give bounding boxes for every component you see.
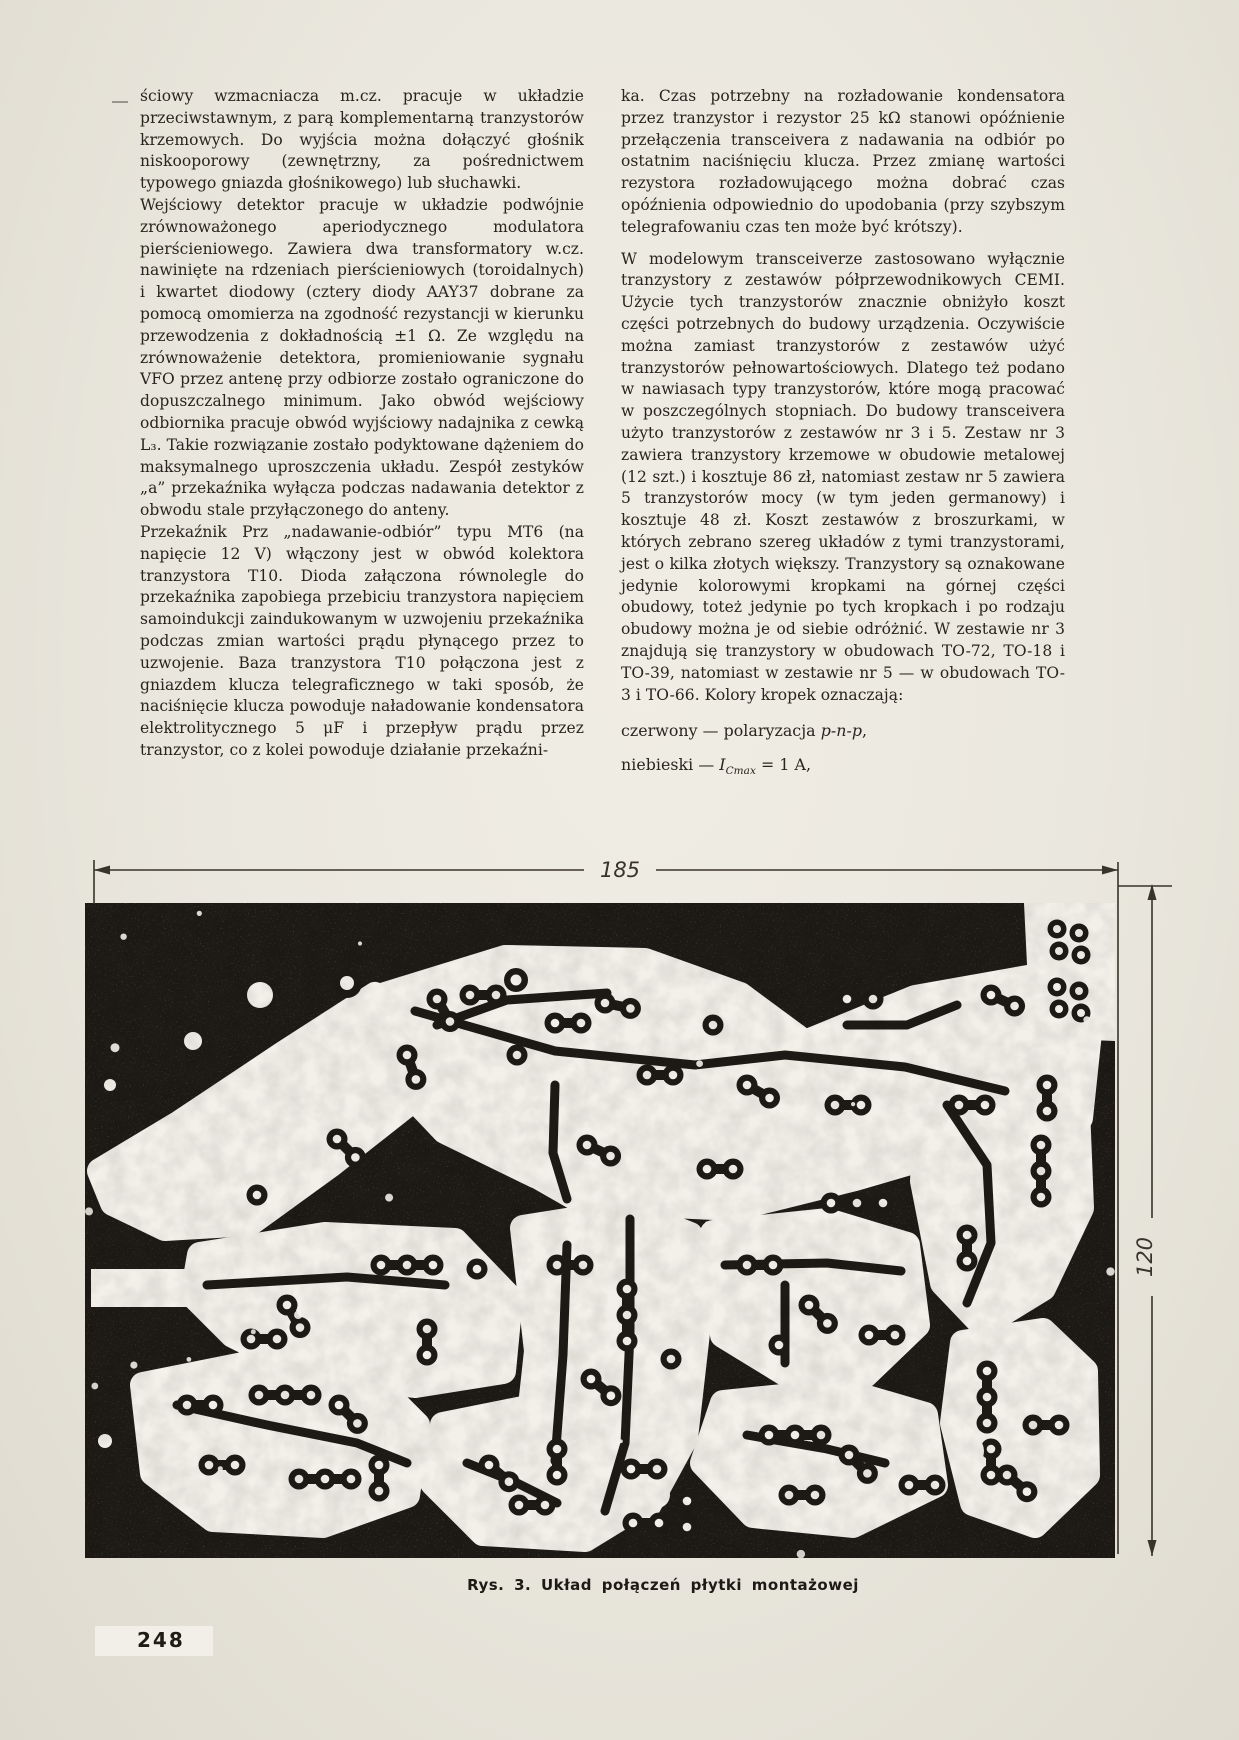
paragraph: Przekaźnik Prz „nadawanie-odbiór” typu MT6 (na napięcie 12 V) włączony jest w obwód kolektora tranzystora T10. Dioda załączona równolegle do przekaźnika zapobiega przebiciu tranzystora napięciem samoindukcji zaindukowanym w uzwojeniu przekaźnika podczas zmian wartości prądu płynącego przez to uzwojenie. Baza tranzystora T10 połączona jest z gniazdem klucza telegraficznego w taki sposób, że naciśnięcie klucza powoduje naładowanie kondensatora elektrolitycznego 5 μF i przepływ prądu przez tranzystor, co z kolei powoduje działanie przekaźni- xyxy=(140,522,584,759)
paragraph: ściowy wzmacniacza m.cz. pracuje w układzie przeciwstawnym, z parą komplementarną tranzystorów krzemowych. Do wyjścia można dołączyć głośnik niskooporowy (zewnętrzny, za pośrednictwem typowego gniazda głośnikowego) lub słuchawki. xyxy=(140,87,584,193)
article-column-left xyxy=(140,86,584,762)
dim-arrow-down xyxy=(1148,1540,1157,1556)
color-key-red: czerwony — polaryzacja p-n-p, xyxy=(621,721,868,741)
dim-arrow-right xyxy=(1102,866,1118,875)
dimension-lines xyxy=(78,856,1178,1568)
paragraph: W modelowym transceiverze zastosowano wyłącznie tranzystory z zestawów półprzewodnikowych CEMI. Użycie tych tranzystorów znacznie obniżyło koszt części potrzebnych do budowy urządzenia. Oczywiście można zamiast tranzystorów z zestawów użyć tranzystorów pełnowartościowych. Dlatego też podano w nawiasach typy tranzystorów, które mogą pracować w poszczególnych stopniach. Do budowy transceivera użyto tranzystorów z zestawów nr 3 i 5. Zestaw nr 3 zawiera tranzystory krzemowe w obudowie metalowej (12 szt.) i kosztuje 86 zł, natomiast zestaw nr 5 zawiera 5 tranzystorów mocy (w tym jeden germanowy) i kosztuje 48 zł. Koszt zestawów z broszurkami, w których zebrano szereg układów z tymi tranzystorami, jest o kilka złotych większy. Tranzystory są oznakowane jedynie kolorowymi kropkami na górnej części obudowy, toteż jedynie po tych kropkach i po rodzaju obudowy można je od siebie odróżnić. W zestawie nr 3 znajdują się tranzystory w obudowach TO-72, TO-18 i TO-39, natomiast w zestawie nr 5 — w obudowach TO-3 i TO-66. Kolory kropek oznaczają: xyxy=(621,249,1065,704)
figure-pcb-layout xyxy=(78,856,1178,1568)
color-key-blue: niebieski — $I_{Cmax} = 1$ A, xyxy=(621,755,812,778)
paragraph: ka. Czas potrzebny na rozładowanie kondensatora przez tranzystor i rezystor 25 kΩ stanowi opóźnienie przełączenia transceivera z nadawania na odbiór po ostatnim naciśnięciu klucza. Przez zmianę wartości rezystora rozładowującego można dobrać czas opóźnienia odpowiednio do upodobania (przy szybszym telegrafowaniu czas ten może być krótszy). xyxy=(621,87,1065,236)
height-dimension-label: 120 xyxy=(1133,1236,1157,1278)
paragraph: Wejściowy detektor pracuje w układzie podwójnie zrównoważonego aperiodycznego modulatora pierścieniowego. Zawiera dwa transformatory w.cz. nawinięte na rdzeniach pierścieniowych (toroidalnych) i kwartet diodowy (cztery diody AAY37 dobrane za pomocą omomierza na zgodność rezystancji w kierunku przewodzenia z dokładnością ±1 Ω. Ze względu na zrównoważenie detektora, promieniowanie sygnału VFO przez antenę przy odbiorze zostało ograniczone do dopuszczalnego minimum. Jako obwód wejściowy odbiornika pracuje obwód wyjściowy nadajnika z cewką L₃. Takie rozwiązanie zostało podyktowane dążeniem do maksymalnego uproszczenia układu. Zespół zestyków „a” przekaźnika wyłącza podczas nadawania detektor z obwodu stale przyłączonego do anteny. xyxy=(140,195,584,520)
margin-artifact-dash xyxy=(112,101,128,103)
width-dimension-label: 185 xyxy=(599,858,641,882)
page-number: 248 xyxy=(137,1628,185,1652)
dim-arrow-left xyxy=(94,866,110,875)
article-column-right xyxy=(621,86,1065,782)
figure-caption: Rys. 3. Układ połączeń płytki montażowej xyxy=(467,1576,859,1594)
